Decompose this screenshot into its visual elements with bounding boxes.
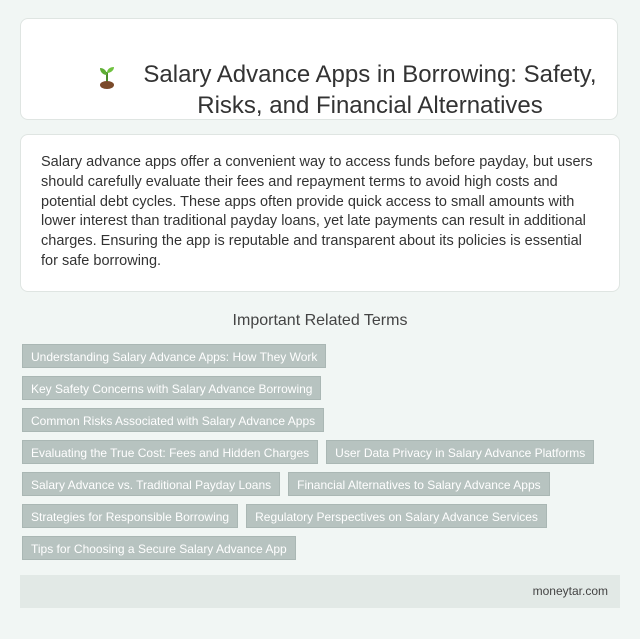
related-terms-list (22, 344, 622, 568)
footer-site-link[interactable]: moneytar.com (532, 584, 608, 598)
footer (20, 575, 620, 608)
related-term-tag[interactable]: Tips for Choosing a Secure Salary Advance App (22, 536, 296, 560)
title-card (20, 18, 618, 120)
related-term-tag[interactable]: Salary Advance vs. Traditional Payday Loans (22, 472, 280, 496)
related-terms-heading: Important Related Terms (232, 312, 408, 329)
related-term-tag[interactable]: Understanding Salary Advance Apps: How They Work (22, 344, 326, 368)
related-term-tag[interactable]: Strategies for Responsible Borrowing (22, 504, 238, 528)
related-term-tag[interactable]: Common Risks Associated with Salary Advance Apps (22, 408, 324, 432)
page-title: Salary Advance Apps in Borrowing: Safety, Risks, and Financial Alternatives (143, 61, 597, 119)
related-term-tag[interactable]: Evaluating the True Cost: Fees and Hidden Charges (22, 440, 318, 464)
related-term-tag[interactable]: User Data Privacy in Salary Advance Platforms (326, 440, 594, 464)
seedling-icon (93, 63, 121, 91)
related-term-tag[interactable]: Financial Alternatives to Salary Advance Apps (288, 472, 549, 496)
related-term-tag[interactable]: Regulatory Perspectives on Salary Advance Services (246, 504, 547, 528)
summary-text: Salary advance apps offer a convenient way to access funds before payday, but users should carefully evaluate their fees and repayment terms to avoid high costs and potential debt cycles. These apps often provide quick access to small amounts with lower interest than traditional payday loans, yet late payments can result in additional charges. Ensuring the app is reputable and transparent about its policies is essential for safe borrowing. (41, 154, 593, 269)
summary-card (20, 134, 620, 292)
related-term-tag[interactable]: Key Safety Concerns with Salary Advance Borrowing (22, 376, 321, 400)
